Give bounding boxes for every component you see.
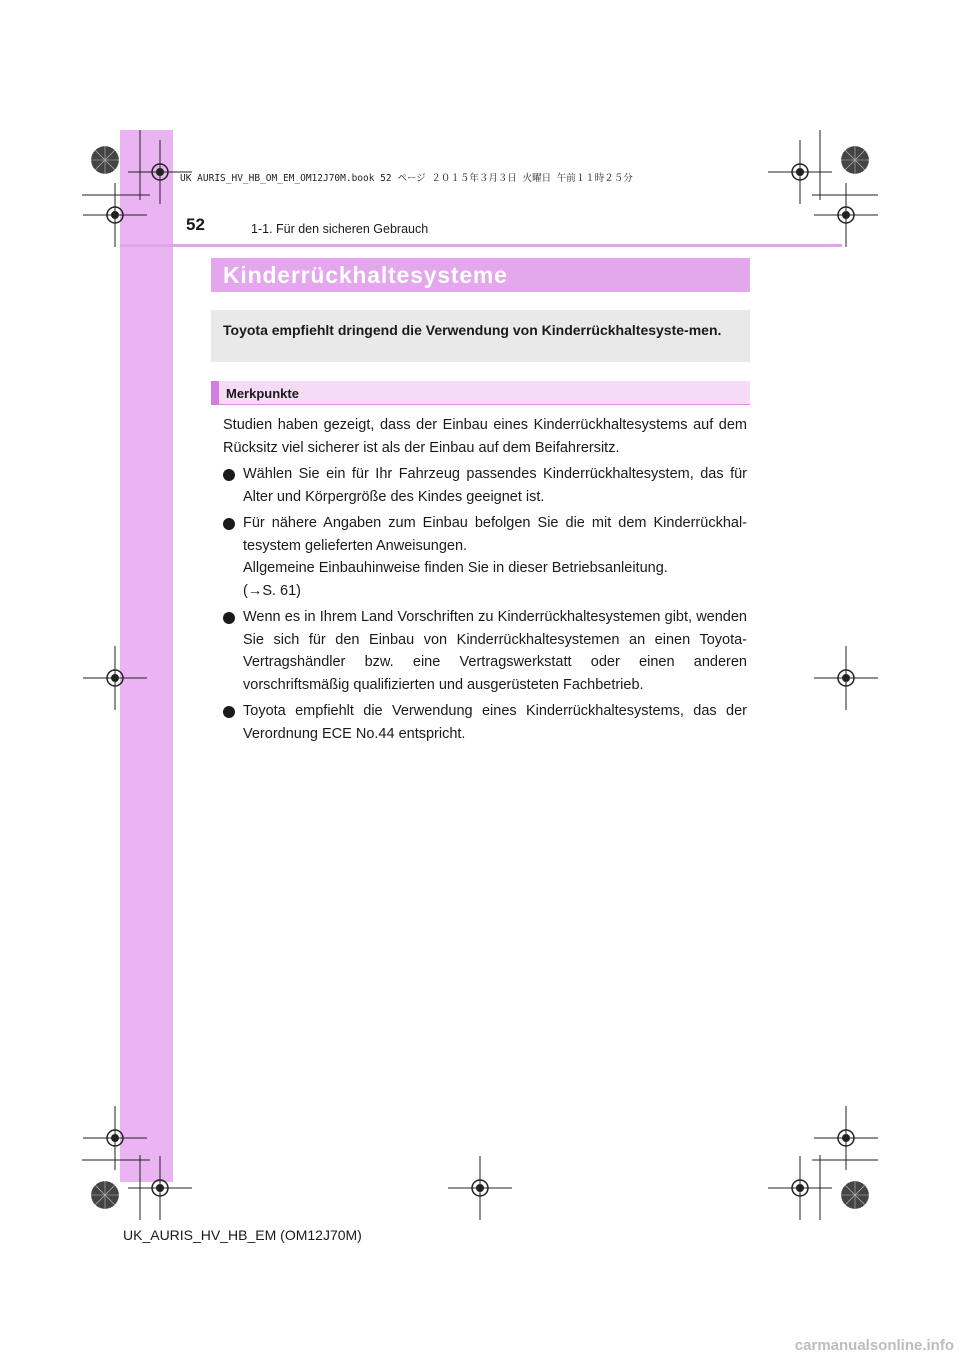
starburst-registration-icon bbox=[841, 146, 869, 174]
subheading: Merkpunkte bbox=[226, 386, 299, 401]
section-label: 1-1. Für den sicheren Gebrauch bbox=[251, 222, 429, 236]
page-number: 52 bbox=[186, 215, 205, 234]
crosshair-registration-icon bbox=[128, 1156, 192, 1220]
crosshair-registration-icon bbox=[83, 183, 147, 247]
bullet-text: Für nähere Angaben zum Einbau befolgen Sie die mit dem Kinderrückhal-tesystem gelieferten Anweisungen. bbox=[243, 515, 747, 554]
body-paragraph: Studien haben gezeigt, dass der Einbau eines Kinderrückhaltesystems auf dem Rücksitz viel sicherer ist als der Einbau auf dem Beifahrersitz. bbox=[223, 417, 747, 456]
bullet-text: (→S. 61) bbox=[243, 582, 302, 599]
print-book-info: UK AURIS_HV_HB_OM_EM_OM12J70M.book 52 ページ ２０１５年３月３日 火曜日 午前１１時２５分 bbox=[180, 173, 633, 184]
bullet-text: Toyota empfiehlt die Verwendung eines Kinderrückhaltesystems, das der Verordnung ECE No.44 entspricht. bbox=[243, 703, 747, 742]
bullet-text: Wählen Sie ein für Ihr Fahrzeug passendes Kinderrückhaltesystem, das für Alter und Körpergröße des Kindes geeignet ist. bbox=[243, 466, 747, 505]
footer-code: UK_AURIS_HV_HB_EM (OM12J70M) bbox=[123, 1227, 362, 1243]
starburst-registration-icon bbox=[841, 1181, 869, 1209]
page-title: Kinderrückhaltesysteme bbox=[223, 262, 508, 288]
starburst-registration-icon bbox=[91, 1181, 119, 1209]
starburst-registration-icon bbox=[91, 146, 119, 174]
crosshair-registration-icon bbox=[768, 1156, 832, 1220]
crosshair-registration-icon bbox=[83, 646, 147, 710]
crosshair-registration-icon bbox=[814, 646, 878, 710]
crosshair-registration-icon bbox=[768, 140, 832, 204]
crosshair-registration-icon bbox=[128, 140, 192, 204]
intro-text: Toyota empfiehlt dringend die Verwendung von Kinderrückhaltesyste-men. bbox=[223, 322, 722, 338]
crosshair-registration-icon bbox=[448, 1156, 512, 1220]
bullet-text: Wenn es in Ihrem Land Vorschriften zu Kinderrückhaltesystemen gibt, wenden Sie sich für den Einbau von Kinderrückhaltesystemen an einen Toyota-Vertragshändler bzw. eine Vertragswerkstatt oder einen anderen vorschriftsmäßig qualifizierten und ausgerüsteten Fachbetrieb. bbox=[243, 609, 747, 693]
watermark: carmanualsonline.info bbox=[794, 1337, 954, 1354]
bullet-text: Allgemeine Einbauhinweise finden Sie in dieser Betriebsanleitung. bbox=[243, 560, 668, 576]
crosshair-registration-icon bbox=[814, 183, 878, 247]
